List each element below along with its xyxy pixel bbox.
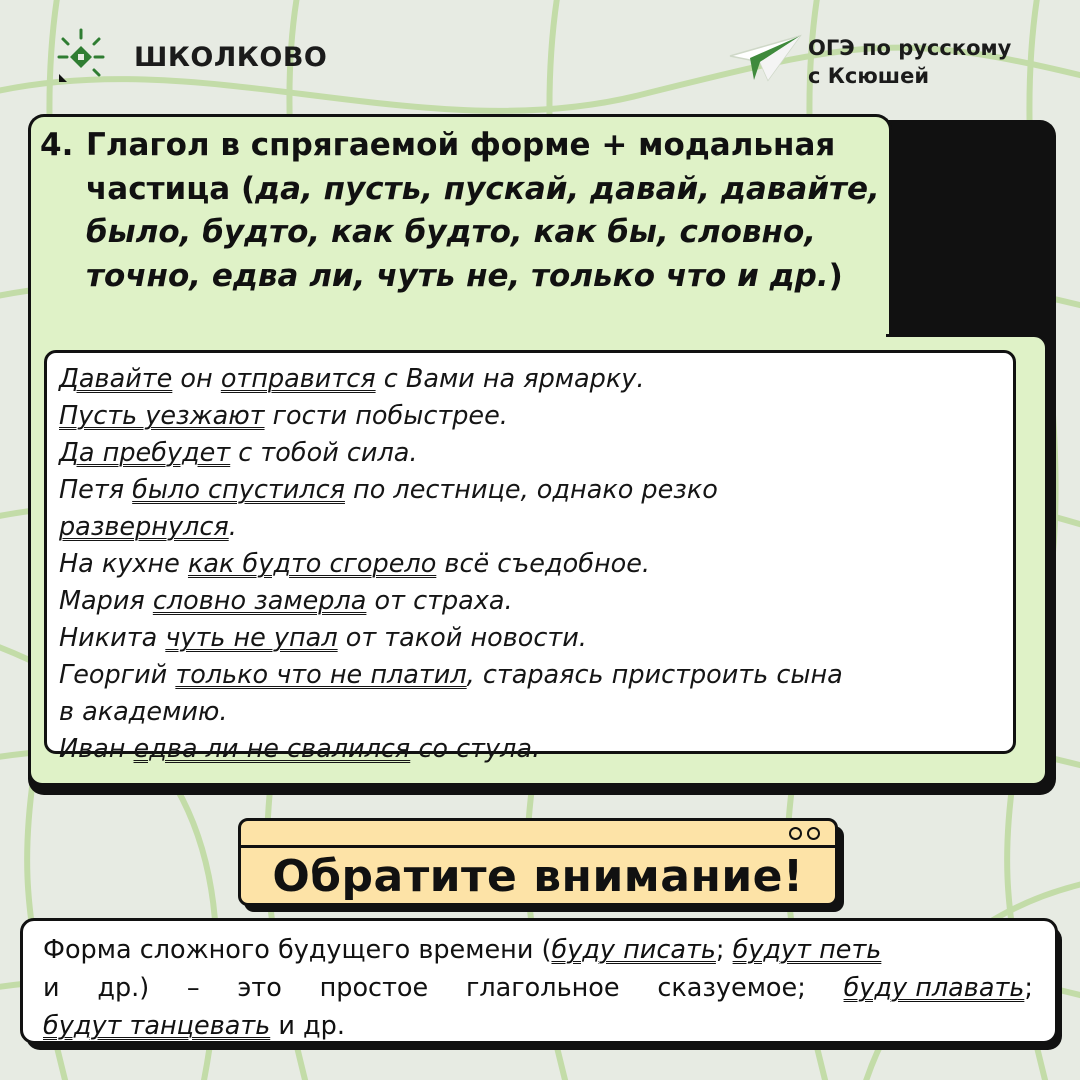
brand-name: ШКОЛКОВО — [134, 41, 328, 73]
rule-card — [28, 114, 1048, 786]
attention-banner — [238, 818, 838, 906]
example-line: в академию. — [59, 697, 228, 727]
rule-title: Глагол в спрягаемой форме + модальная частица ( — [86, 127, 836, 207]
window-dot-icon — [807, 827, 820, 840]
example-line: Мария словно замерла от страха. — [59, 586, 513, 616]
note-line: Форма сложного будущего времени (буду писать; будут петь — [43, 935, 882, 965]
example-line: Давайте он отправится с Вами на ярмарку. — [59, 364, 645, 394]
example-line: На кухне как будто сгорело всё съедобное. — [59, 549, 651, 579]
course-title: ОГЭ по русскому — [808, 36, 1012, 60]
rule-heading: 4. Глагол в спрягаемой форме + модальная частица (да, пусть, пускай, давай, давайте, было, будто, как будто, как бы, словно, точно, едва ли, чуть не, только что и др.) — [40, 124, 880, 298]
window-dot-icon — [789, 827, 802, 840]
example-line: развернулся. — [59, 512, 237, 542]
rule-particles: да, пусть, пускай, давай, давайте, было, будто, как будто, как бы, словно, точно, едва ли, чуть не, только что и др. — [86, 170, 880, 294]
example-line: Георгий только что не платил, стараясь пристроить сына — [59, 660, 843, 690]
example-line: Да пребудет с тобой сила. — [59, 438, 418, 468]
example-line: Пусть уезжают гости побыстрее. — [59, 401, 508, 431]
course-badge — [728, 34, 1011, 90]
note-line: и др.) – это простое глагольное сказуемое; буду плавать; — [43, 973, 1033, 1003]
example-line: Иван едва ли не свалился со стула. — [59, 734, 541, 764]
example-line: Никита чуть не упал от такой новости. — [59, 623, 587, 653]
brand-header — [50, 26, 327, 88]
paper-plane-icon — [728, 34, 804, 84]
shkolkovo-logo-icon — [50, 26, 112, 88]
note-box — [20, 918, 1058, 1044]
example-line: Петя было спустился по лестнице, однако резко — [59, 475, 718, 505]
note-line: будут танцевать и др. — [43, 1011, 345, 1041]
examples-box — [44, 350, 1016, 764]
attention-title: Обратите внимание! — [272, 851, 804, 902]
rule-number: 4. — [40, 127, 74, 163]
course-subtitle: с Ксюшей — [808, 64, 930, 88]
